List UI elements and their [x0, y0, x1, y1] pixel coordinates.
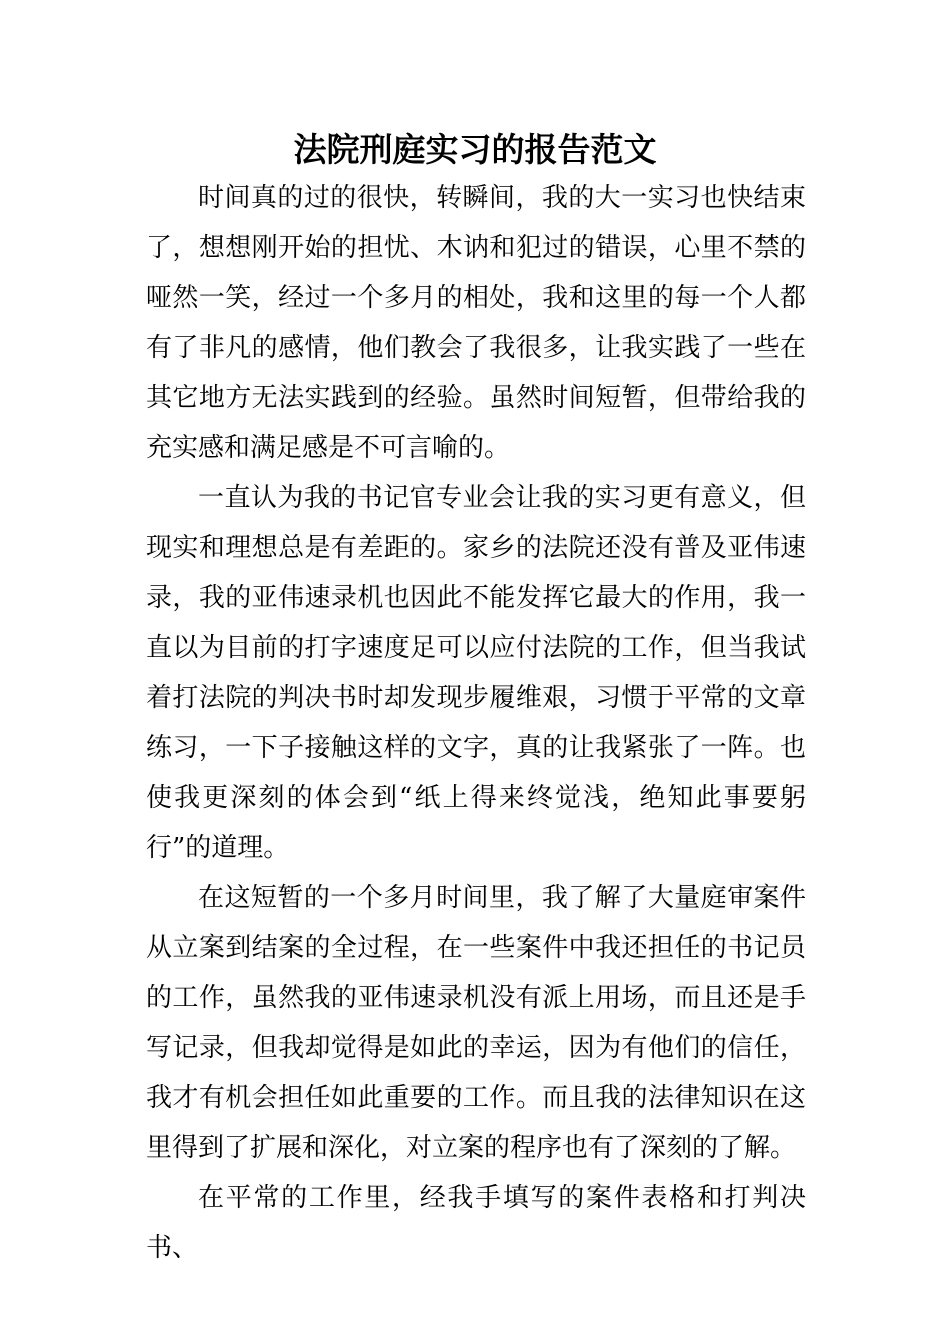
paragraph-1: 时间真的过的很快，转瞬间，我的大一实习也快结束了，想想刚开始的担忧、木讷和犯过的错误，心里不禁的哑然一笑，经过一个多月的相处，我和这里的每一个人都有了非凡的感情，他们教会了我很多，让我实践了一些在其它地方无法实践到的经验。虽然时间短暂，但带给我的充实感和满足感是不可言喻的。	[146, 183, 806, 463]
paragraph-4: 在平常的工作里，经我手填写的案件表格和打判决书、	[146, 1183, 806, 1263]
document-title: 法院刑庭实习的报告范文	[293, 130, 657, 169]
document-body	[146, 173, 806, 1273]
paragraph-2: 一直认为我的书记官专业会让我的实习更有意义，但现实和理想总是有差距的。家乡的法院还没有普及亚伟速录，我的亚伟速录机也因此不能发挥它最大的作用，我一直以为目前的打字速度足可以应付法院的工作，但当我试着打法院的判决书时却发现步履维艰，习惯于平常的文章练习，一下子接触这样的文字，真的让我紧张了一阵。也使我更深刻的体会到“纸上得来终觉浅，绝知此事要躬行”的道理。	[146, 483, 806, 863]
paragraph-3: 在这短暂的一个多月时间里，我了解了大量庭审案件从立案到结案的全过程，在一些案件中我还担任的书记员的工作，虽然我的亚伟速录机没有派上用场，而且还是手写记录，但我却觉得是如此的幸运，因为有他们的信任，我才有机会担任如此重要的工作。而且我的法律知识在这里得到了扩展和深化，对立案的程序也有了深刻的了解。	[146, 883, 806, 1163]
